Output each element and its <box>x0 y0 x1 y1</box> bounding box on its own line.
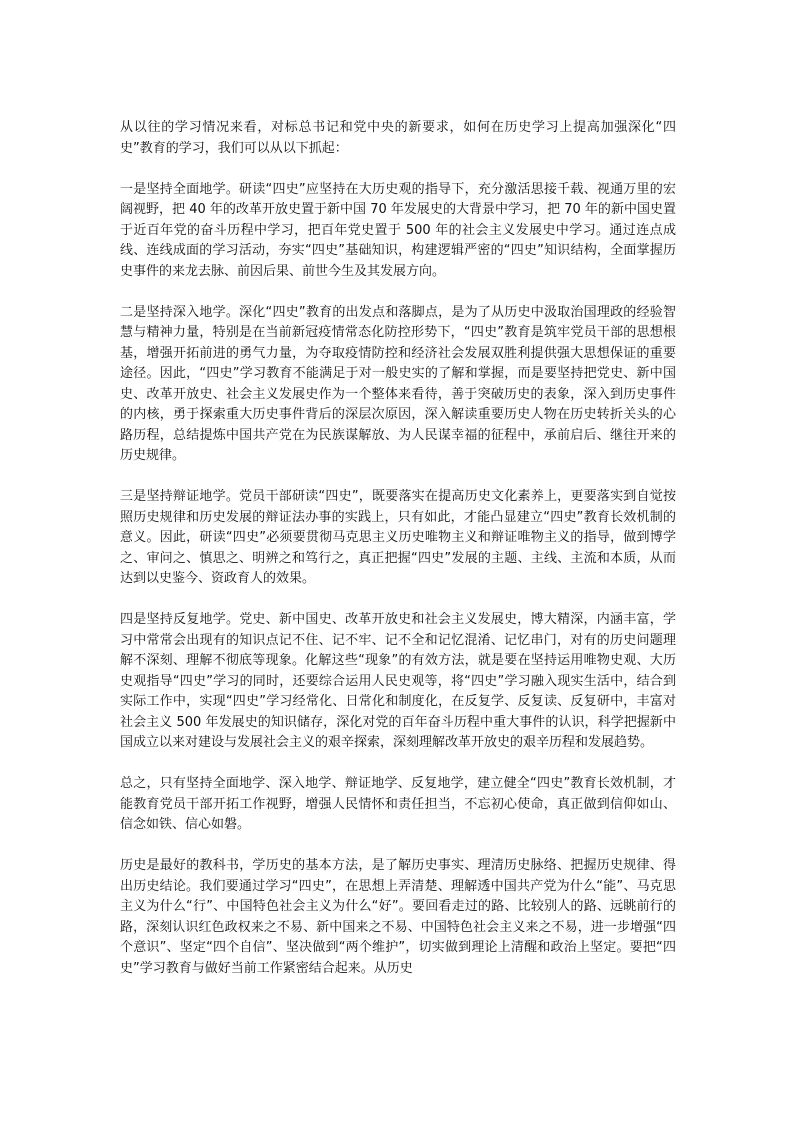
point-three-paragraph: 三是坚持辩证地学。党员干部研读“四史”，既要落实在提高历史文化素养上，更要落实到自觉按照历史规律和历史发展的辩证法办事的实践上，只有如此，才能凸显建立“四史”教育长效机制的意义。因此，研读“四史”必须要贯彻马克思主义历史唯物主义和辩证唯物主义的指导，做到博学之、审问之、慎思之、明辨之和笃行之，真正把握“四史”发展的主题、主线、主流和本质，从而达到以史鉴今、资政育人的效果。 <box>120 489 676 586</box>
point-four-paragraph: 四是坚持反复地学。党史、新中国史、改革开放史和社会主义发展史，博大精深，内涵丰富，学习中常常会出现有的知识点记不住、记不牢、记不全和记忆混淆、记忆串门，对有的历史问题理解不深刻、理解不彻底等现象。化解这些“现象”的有效方法，就是要在坚持运用唯物史观、大历史观指导“四史”学习的同时，还要综合运用人民史观等，将“四史”学习融入现实生活中，结合到实际工作中，实现“四史”学习经常化、日常化和制度化，在反复学、反复读、反复研中，丰富对社会主义 500 年发展史的知识储存，深化对党的百年奋斗历程中重大事件的认识，科学把握新中国成立以来对建设与发展社会主义的艰辛探索，深刻理解改革开放史的艰辛历程和发展趋势。 <box>120 612 676 750</box>
closing-paragraph: 历史是最好的教科书，学历史的基本方法，是了解历史事实、理清历史脉络、把握历史规律、得出历史结论。我们要通过学习“四史”，在思想上弄清楚、理解透中国共产党为什么“能”、马克思主义为什么“行”、中国特色社会主义为什么“好”。要回看走过的路、比较别人的路、远眺前行的路，深刻认识红色政权来之不易、新中国来之不易、中国特色社会主义来之不易，进一步增强“四个意识”、坚定“四个自信”、坚决做到“两个维护”，切实做到理论上清醒和政治上坚定。要把“四史”学习教育与做好当前工作紧密结合起来。从历史 <box>120 858 676 976</box>
summary-paragraph: 总之，只有坚持全面地学、深入地学、辩证地学、反复地学，建立健全“四史”教育长效机制，才能教育党员干部开拓工作视野，增强人民情怀和责任担当，不忘初心使命，真正做到信仰如山、信念如铁、信心如磐。 <box>120 776 676 832</box>
intro-paragraph: 从以往的学习情况来看，对标总书记和党中央的新要求，如何在历史学习上提高加强深化“四史”教育的学习，我们可以从以下抓起： <box>120 120 676 156</box>
document-page <box>120 118 676 1000</box>
point-one-paragraph: 一是坚持全面地学。研读“四史”应坚持在大历史观的指导下，充分激活思接千载、视通万里的宏阔视野，把 40 年的改革开放史置于新中国 70 年发展史的大背景中学习，把 70 年的新中国史置于近百年党的奋斗历程中学习，把百年党史置于 500 年的社会主义发展史中学习。通过连点成线、连线成面的学习活动，夯实“四史”基础知识，构建逻辑严密的“四史”知识结构，全面掌握历史事件的来龙去脉、前因后果、前世今生及其发展方向。 <box>120 181 676 279</box>
point-two-paragraph: 二是坚持深入地学。深化“四史”教育的出发点和落脚点，是为了从历史中汲取治国理政的经验智慧与精神力量，特别是在当前新冠疫情常态化防控形势下，“四史”教育是筑牢党员干部的思想根基，增强开拓前进的勇气力量，为夺取疫情防控和经济社会发展双胜利提供强大思想保证的重要途径。因此，“四史”学习教育不能满足于对一般史实的了解和掌握，而是要坚持把党史、新中国史、改革开放史、社会主义发展史作为一个整体来看待，善于突破历史的表象，深入到历史事件的内核，勇于探索重大历史事件背后的深层次原因，深入解读重要历史人物在历史转折关头的心路历程，总结提炼中国共产党在为民族谋解放、为人民谋幸福的征程中，承前启后、继往开来的历史规律。 <box>120 304 676 463</box>
